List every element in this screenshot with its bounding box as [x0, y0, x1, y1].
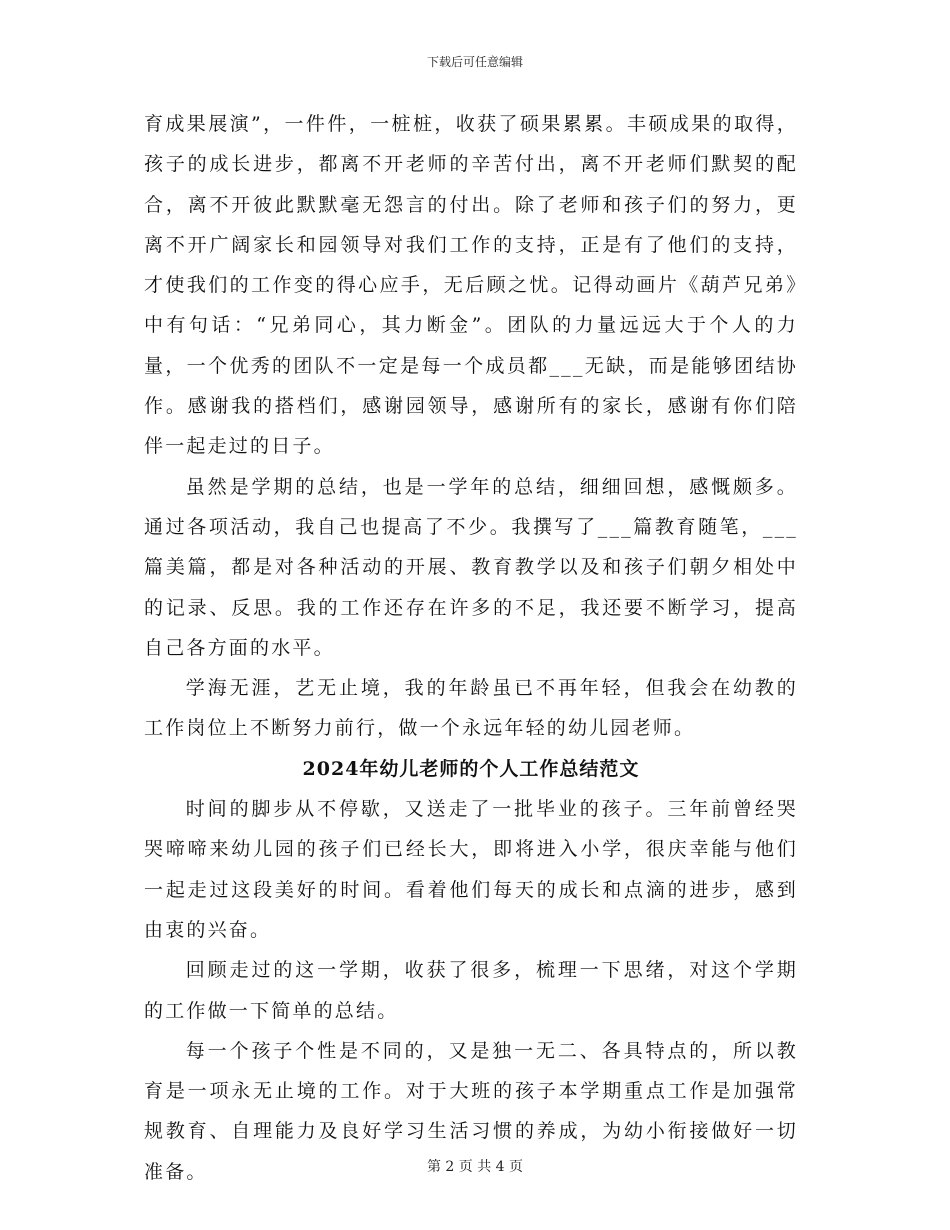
- paragraph: 学海无涯，艺无止境，我的年龄虽已不再年轻，但我会在幼教的工作岗位上不断努力前行，做一个永远年轻的幼儿园老师。: [144, 677, 798, 740]
- paragraph: 每一个孩子个性是不同的，又是独一无二、各具特点的，所以教育是一项永无止境的工作。对于大班的孩子本学期重点工作是加强常规教育、自理能力及良好学习生活习惯的养成，为幼小衔接做好一切准备。: [144, 1039, 798, 1183]
- page-footer: 第 2 页 共 4 页: [426, 1159, 524, 1175]
- paragraph-continued: 育成果展演”，一件件，一桩桩，收获了硕果累累。丰硕成果的取得，孩子的成长进步，都离不开老师的辛苦付出，离不开老师们默契的配合，离不开彼此默默毫无怨言的付出。除了老师和孩子们的努力，更离不开广阔家长和园领导对我们工作的支持，正是有了他们的支持，才使我们的工作变的得心应手，无后顾之忧。记得动画片《葫芦兄弟》中有句话：“兄弟同心，其力断金”。团队的力量远远大于个人的力量，一个优秀的团队不一定是每一个成员都___无缺，而是能够团结协作。感谢我的搭档们，感谢园领导，感谢所有的家长，感谢有你们陪伴一起走过的日子。: [144, 113, 798, 458]
- paragraph: 虽然是学期的总结，也是一学年的总结，细细回想，感慨颇多。通过各项活动，我自己也提高了不少。我撰写了___篇教育随笔，___篇美篇，都是对各种活动的开展、教育教学以及和孩子们朝夕相处中的记录、反思。我的工作还存在许多的不足，我还要不断学习，提高自己各方面的水平。: [144, 475, 798, 659]
- paragraph: 回顾走过的这一学期，收获了很多，梳理一下思绪，对这个学期的工作做一下简单的总结。: [144, 959, 798, 1022]
- document-body: [144, 104, 798, 1192]
- section-title: 2024年幼儿老师的个人工作总结范文: [302, 757, 640, 780]
- page-header: 下载后可任意编辑: [426, 55, 523, 69]
- paragraph: 时间的脚步从不停歇，又送走了一批毕业的孩子。三年前曾经哭哭啼啼来幼儿园的孩子们已经长大，即将进入小学，很庆幸能与他们一起走过这段美好的时间。看着他们每天的成长和点滴的进步，感到由衷的兴奋。: [144, 798, 798, 941]
